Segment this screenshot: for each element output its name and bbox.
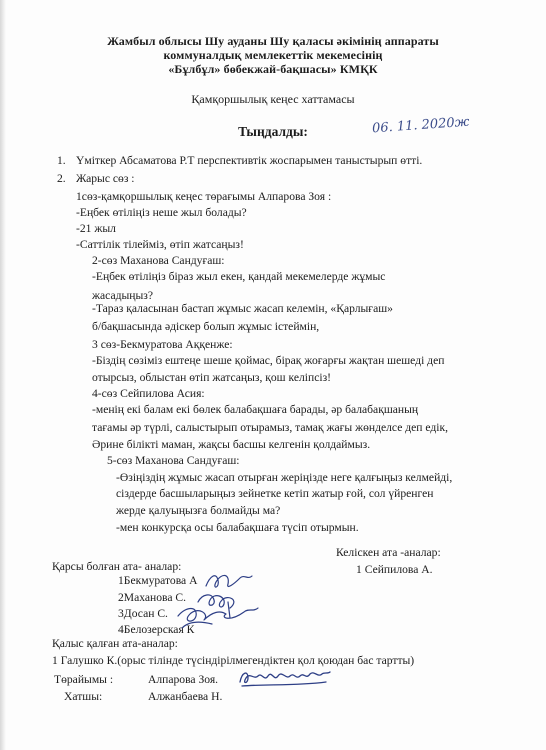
agreed-name: 1 Сейпилова А.	[356, 563, 433, 576]
debate-line: -Саттілік тілейміз, өтіп жатсаңыз!	[76, 238, 244, 251]
debate-line: -Еңбек өтіліңіз неше жыл болады?	[76, 206, 247, 219]
chair-name: Алпарова Зоя.	[148, 673, 219, 686]
debate-line: жерде қалуыңызға болмайды ма?	[116, 504, 281, 517]
debate-line: -Өзіңіздің жұмыс жасап отырған жеріңізде неге қалғыңыз келмейді,	[116, 471, 453, 484]
debate-line: тағамы әр түрлі, салыстырып отырамыз, тамақ жағы жөнделсе деп едік,	[92, 421, 449, 434]
debate-line: жасадыңыз?	[92, 289, 153, 302]
item-text-2: Жарыс сөз :	[76, 172, 135, 185]
debate-line: -21 жыл	[76, 222, 116, 235]
against-name: 4Белозерская К	[118, 623, 195, 636]
agreed-title: Келіскен ата -аналар:	[336, 546, 441, 559]
debate-line: б/бақшасында әдіскер болып жұмыс істеймін,	[92, 320, 320, 333]
handwritten-date: 06. 11. 2020ж	[371, 114, 470, 137]
debate-line: 4-сөз Сейпилова Асия:	[92, 387, 205, 400]
debate-line: -Еңбек өтіліңіз біраз жыл екен, қандай мекемелерде жұмыс	[92, 270, 386, 283]
debate-line: сіздерде басшыларыңыз зейнетке кетіп жатыр ғой, сол үйренген	[116, 487, 434, 500]
section-title: Тыңдалды:	[238, 124, 308, 139]
debate-line: -менің екі балам екі бөлек балабақшаға барады, әр балабақшаның	[92, 403, 419, 416]
header-line-1: Жамбыл облысы Шу ауданы Шу қаласы әкімінің аппараты	[107, 34, 439, 48]
document-type: Қамқоршылық кеңес хаттамасы	[191, 92, 355, 106]
scan-edge	[0, 0, 6, 750]
against-name: 1Бекмуратова А	[118, 574, 198, 587]
item-number-2: 2.	[57, 172, 66, 185]
secretary-role: Хатшы:	[64, 690, 103, 703]
debate-line: отырсыз, облыстан өтіп жатсаңыз, қош келіпсіз!	[92, 371, 332, 384]
debate-line: -Біздің сөзіміз ештеңе шеше қоймас, бірақ жоғарғы жақтан шешеді деп	[92, 354, 445, 367]
against-name: 2Маханова С.	[118, 591, 187, 604]
item-number-1: 1.	[57, 154, 66, 167]
handwritten-signatures	[168, 566, 278, 638]
chair-signature	[236, 664, 332, 690]
item-text-1: Үміткер Абсаматова Р.Т перспективтік жоспарымен таныстырып өтті.	[76, 154, 423, 167]
debate-line: -Тараз қаласынан бастап жұмыс жасап келемін, «Қарлығаш»	[92, 302, 393, 315]
debate-line: Әрине білікті маман, жақсы басшы келгенін қолдаймыз.	[92, 438, 371, 451]
secretary-name: Алжанбаева Н.	[148, 690, 223, 703]
against-title: Қарсы болған ата- аналар:	[52, 560, 182, 573]
abstained-title: Қалыс қалған ата-аналар:	[52, 637, 178, 650]
header-line-2: коммуналдық мемлекеттік мекемесінің	[163, 48, 383, 62]
debate-line: 5-сөз Маханова Сандуғаш:	[107, 454, 240, 467]
header-line-3: «Бұлбұл» бөбекжай-бақшасы» КМҚК	[168, 62, 378, 76]
abstained-line: 1 Галушко К.(орыс тілінде түсіндірілмегендіктен қол қоюдан бас тартты)	[52, 654, 415, 667]
debate-line: -мен конкурсқа осы балабақшаға түсіп отырмын.	[116, 521, 359, 534]
chair-role: Төрайымы :	[54, 673, 114, 686]
debate-line: 3 сөз-Бекмуратова Аққенже:	[92, 338, 233, 351]
debate-line: 2-сөз Маханова Сандуғаш:	[92, 254, 225, 267]
debate-line: 1сөз-қамқоршылық кеңес төрағымы Алпарова Зоя :	[76, 190, 332, 203]
against-name: 3Досан С.	[118, 607, 168, 620]
